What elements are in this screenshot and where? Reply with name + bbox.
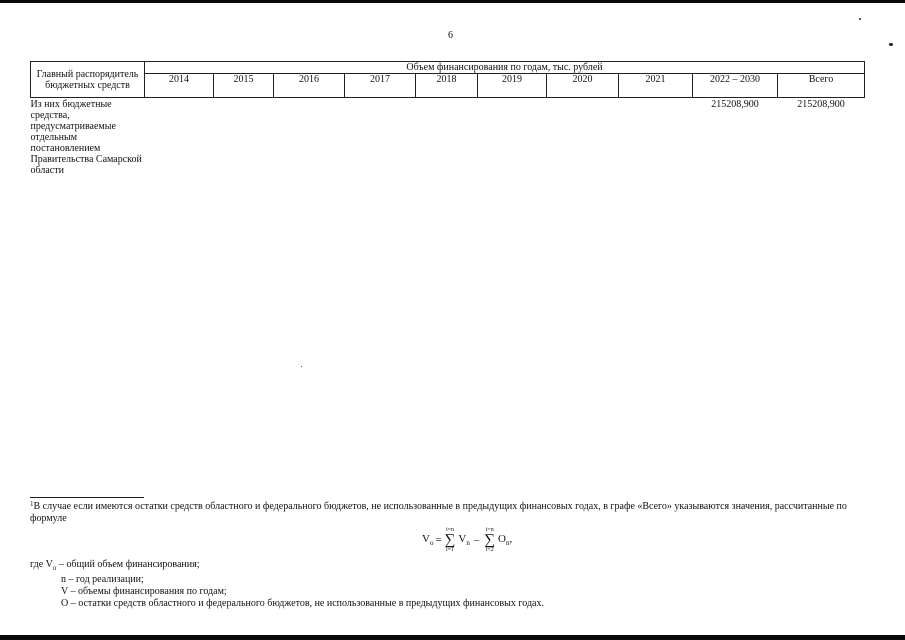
footnote-marker: 1 [30,500,34,508]
year-header: 2019 [478,74,547,98]
scan-speck [889,43,893,46]
footnote-text: В случае если имеются остатки средств областного и федерального бюджетов, не использованные в предыдущих финансовых годах, в графе «Всего» указываются значения, рассчитанные по формуле [30,501,847,524]
top-scan-edge [0,0,905,3]
year-header: 2016 [274,74,345,98]
legend-line: O – остатки средств областного и федерального бюджетов, не использованные в предыдущих финансовых годах. [61,598,544,609]
bottom-scan-edge [0,635,905,640]
page-number: 6 [448,30,453,41]
value-cell [214,98,274,177]
year-header: 2022 – 2030 [693,74,778,98]
legend-line: V – объемы финансирования по годам; [61,586,227,597]
header-budget-holder: Главный распорядитель бюджетных средств [31,62,145,98]
year-header-row [31,74,865,98]
year-header: 2015 [214,74,274,98]
formula-minus: – [473,534,480,546]
year-header: 2017 [345,74,416,98]
value-cell [416,98,478,177]
legend-line: n – год реализации; [61,574,144,585]
year-header: 2018 [416,74,478,98]
value-cell [619,98,693,177]
year-header: 2014 [145,74,214,98]
formula-equals: = [435,534,442,546]
row-label-regional-government: Из них бюджетные средства, предусматриваемые отдельным постановлением Правительства Самарской области [30,99,142,176]
formula [422,527,512,553]
financing-table [30,61,865,176]
year-header: 2021 [619,74,693,98]
value-cell [478,98,547,177]
sum-symbol: i=n ∑ i=2 [484,527,496,553]
formula-term-o: $O_n$, [498,532,513,548]
scan-speck [859,18,861,20]
value-cell [274,98,345,177]
scan-speck [301,366,302,367]
header-financing-volume: Объем финансирования по годам, тыс. рублей [145,62,865,74]
value-cell-total: 215208,900 [797,99,845,110]
year-header: 2020 [547,74,619,98]
table-row [31,98,865,177]
value-cell-2022-2030: 215208,900 [711,99,759,110]
sum-symbol: i=n ∑ i=1 [444,527,456,553]
total-header: Всего [778,74,865,98]
formula-lhs: $V_o$ [422,532,434,548]
footnote-separator [30,497,144,498]
value-cell [345,98,416,177]
value-cell [547,98,619,177]
footnote [30,501,878,525]
formula-legend [30,559,544,610]
legend-line: где $V_o$ – общий объем финансирования; [30,559,200,572]
value-cell [145,98,214,177]
formula-term-v: $V_n$ [458,532,470,548]
